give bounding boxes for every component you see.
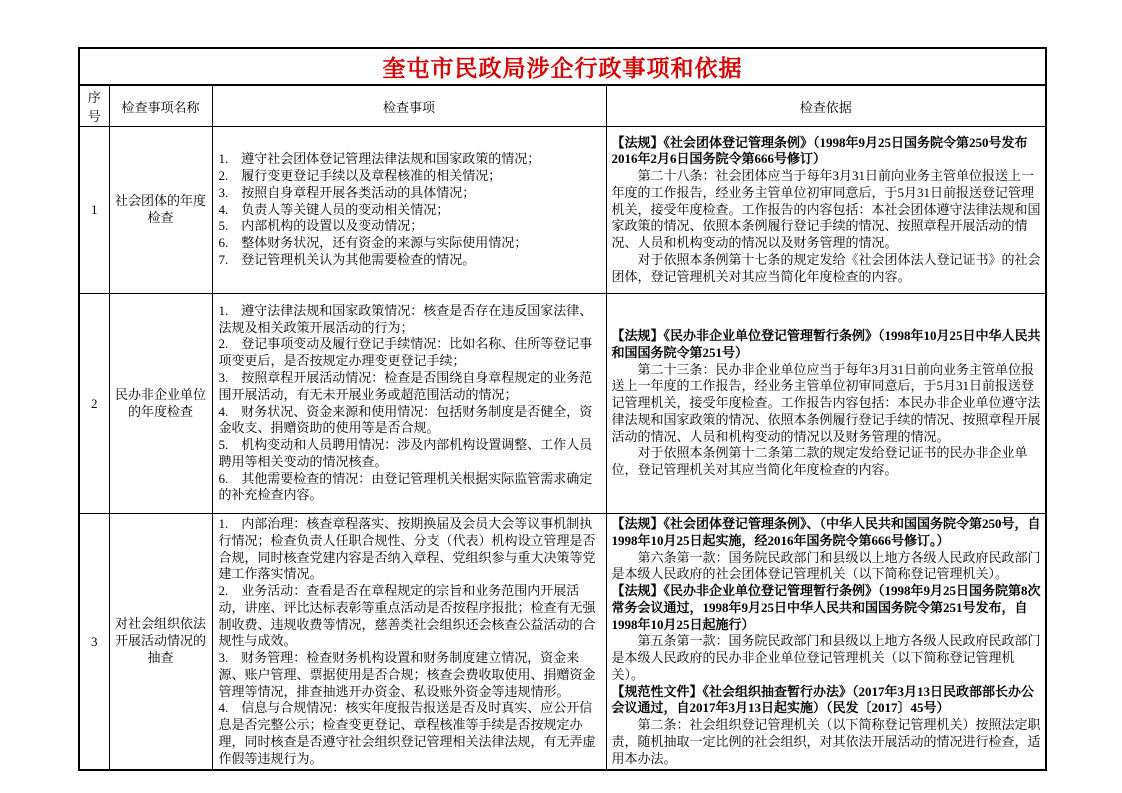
inspection-item: 4. 信息与合规情况：核实年度报告报送是否及时真实、应公开信息是否完整公示；检查变更登记、章程核准等手续是否按规定办理，同时核查是否遵守社会组织登记管理相关法律法规，有无弄虚作假等违规行为。: [218, 700, 596, 766]
inspection-item: 3. 按照章程开展活动情况：检查是否围绕自身章程规定的业务范围开展活动，有无未开展业务或超范围活动的情况；: [218, 369, 593, 402]
table-row: [79, 514, 1046, 771]
inspection-basis-cell: [606, 294, 1046, 514]
column-header-row: [79, 85, 1046, 127]
basis-paragraph: 第二十三条：民办非企业单位应当于每年3月31日前向业务主管单位报送上一年度的工作报告，经业务主管单位初审同意后，于5月31日前报送登记管理机关，接受年度检查。工作报告内容包括：本民办非企业单位遵守法律法规和国家政策的情况、依照本条例履行登记手续的情况、按照章程开展活动的情况、人员和机构变动的情况以及财务管理的情况。: [611, 361, 1041, 444]
basis-citation: 【法规】《社会团体登记管理条例》（1998年9月25日国务院令第250号发布 2016年2月6日国务院令第666号修订）: [611, 134, 1028, 167]
inspection-item: 3. 按照自身章程开展各类活动的具体情况；: [218, 184, 476, 200]
inspection-items-cell: [212, 294, 606, 514]
basis-paragraph: 对于依照本条例第十二条第二款的规定发给登记证书的民办非企业单位，登记管理机关对其应当简化年度检查的内容。: [611, 445, 1028, 478]
item-name-cell: 对社会组织依法开展活动情况的抽查: [109, 514, 212, 771]
item-name-cell: 社会团体的年度检查: [109, 127, 212, 294]
basis-paragraph: 对于依照本条例第十七条的规定发给《社会团体法人登记证书》的社会团体，登记管理机关对其应当简化年度检查的内容。: [611, 251, 1041, 284]
basis-paragraph: 第二条：社会组织登记管理机关（以下简称登记管理机关）按照法定职责，随机抽取一定比例的社会组织，对其依法开展活动的情况进行检查，适用本办法。: [611, 717, 1041, 766]
serial-number-cell: 2: [79, 294, 109, 514]
inspection-item: 2. 履行变更登记手续以及章程核准的相关情况；: [218, 168, 502, 184]
serial-number-cell: 3: [79, 514, 109, 771]
inspection-item: 4. 负责人等关键人员的变动相关情况；: [218, 201, 450, 217]
col-header-inspection-basis: 检查依据: [606, 85, 1046, 127]
item-name-cell: 民办非企业单位的年度检查: [109, 294, 212, 514]
col-header-item-name: 检查事项名称: [109, 85, 212, 127]
inspection-basis-cell: [606, 127, 1046, 294]
inspection-item: 5. 机构变动和人员聘用情况：涉及内部机构设置调整、工作人员聘用等相关变动的情况核查。: [218, 437, 593, 469]
basis-citation: 【规范性文件】《社会组织抽查暂行办法》（2017年3月13日民政部部长办公会议通过，自2017年3月13日起实施）（民发〔2017〕45号）: [611, 683, 1035, 716]
page-title: 奎屯市民政局涉企行政事项和依据: [79, 48, 1046, 85]
inspection-items-cell: [212, 127, 606, 294]
inspection-item: 3. 财务管理：检查财务机构设置和财务制度建立情况，资金来源、账户管理、票据使用是否合规；核查会费收取使用、捐赠资金管理等情况，排查抽逃开办资金、私设账外资金等违规情形。: [218, 650, 596, 699]
basis-paragraph: 第六条第一款：国务院民政部门和县级以上地方各级人民政府民政部门是本级人民政府的社会团体登记管理机关（以下简称登记管理机关）。: [611, 549, 1041, 582]
basis-citation: 【法规】《社会团体登记管理条例》、（中华人民共和国国务院令第250号，自1998年10月25日起实施，经2016年国务院令第666号修订。）: [611, 516, 1041, 548]
inspection-table: [78, 47, 1047, 771]
basis-paragraph: 第五条第一款：国务院民政部门和县级以上地方各级人民政府民政部门是本级人民政府的民办非企业单位登记管理机关（以下简称登记管理机关）。: [611, 633, 1041, 682]
inspection-item: 1. 内部治理：核查章程落实、按期换届及会员大会等议事机制执行情况；检查负责人任职合规性、分支（代表）机构设立管理是否合规，同时核查党建内容是否纳入章程、党组织参与重大决策等党建工作落实情况。: [218, 516, 596, 582]
col-header-inspection-items: 检查事项: [212, 85, 606, 127]
table-row: [79, 294, 1046, 514]
serial-number-cell: 1: [79, 127, 109, 294]
title-row: [79, 48, 1046, 85]
inspection-item: 2. 登记事项变动及履行登记手续情况：比如名称、住所等登记事项变更后，是否按规定办理变更登记手续；: [218, 336, 593, 369]
inspection-item: 2. 业务活动：查看是否在章程规定的宗旨和业务范围内开展活动，讲座、评比达标表彰等重点活动是否按程序报批；检查有无强制收费、违规收费等情况，慈善类社会组织还会核查公益活动的合规性与成效。: [218, 583, 596, 649]
table-body: [79, 127, 1046, 771]
inspection-item: 6. 整体财务状况，还有资金的来源与实际使用情况；: [218, 235, 528, 251]
inspection-item: 1. 遵守法律法规和国家政策情况：核查是否存在违反国家法律、法规及相关政策开展活动的行为；: [218, 302, 593, 335]
inspection-basis-cell: [606, 514, 1046, 771]
inspection-item: 5. 内部机构的设置以及变动情况；: [218, 218, 424, 234]
table-row: [79, 127, 1046, 294]
inspection-item: 7. 登记管理机关认为其他需要检查的情况。: [218, 251, 476, 267]
inspection-item: 4. 财务状况、资金来源和使用情况：包括财务制度是否健全，资金收支、捐赠资助的使用等是否合规。: [218, 403, 593, 436]
inspection-items-cell: [212, 514, 606, 771]
basis-paragraph: 第二十八条：社会团体应当于每年3月31日前向业务主管单位报送上一年度的工作报告，经业务主管单位初审同意后，于5月31日前报送登记管理机关，接受年度检查。工作报告的内容包括：本社会团体遵守法律法规和国家政策的情况、依照本条例履行登记手续的情况、按照章程开展活动的情况、人员和机构变动的情况以及财务管理的情况。: [611, 168, 1041, 251]
col-header-serial: 序号: [79, 85, 109, 127]
inspection-item: 6. 其他需要检查的情况：由登记管理机关根据实际监管需求确定的补充检查内容。: [218, 470, 593, 503]
basis-citation: 【法规】《民办非企业单位登记管理暂行条例》（1998年10月25日中华人民共和国国务院令第251号）: [611, 328, 1041, 360]
inspection-item: 1. 遵守社会团体登记管理法律法规和国家政策的情况；: [218, 151, 541, 167]
basis-citation: 【法规】《民办非企业单位登记管理暂行条例》（1998年9月25日国务院第8次常务会议通过，1998年9月25日中华人民共和国国务院令第251号发布，自1998年10月25日起施行）: [611, 583, 1041, 632]
